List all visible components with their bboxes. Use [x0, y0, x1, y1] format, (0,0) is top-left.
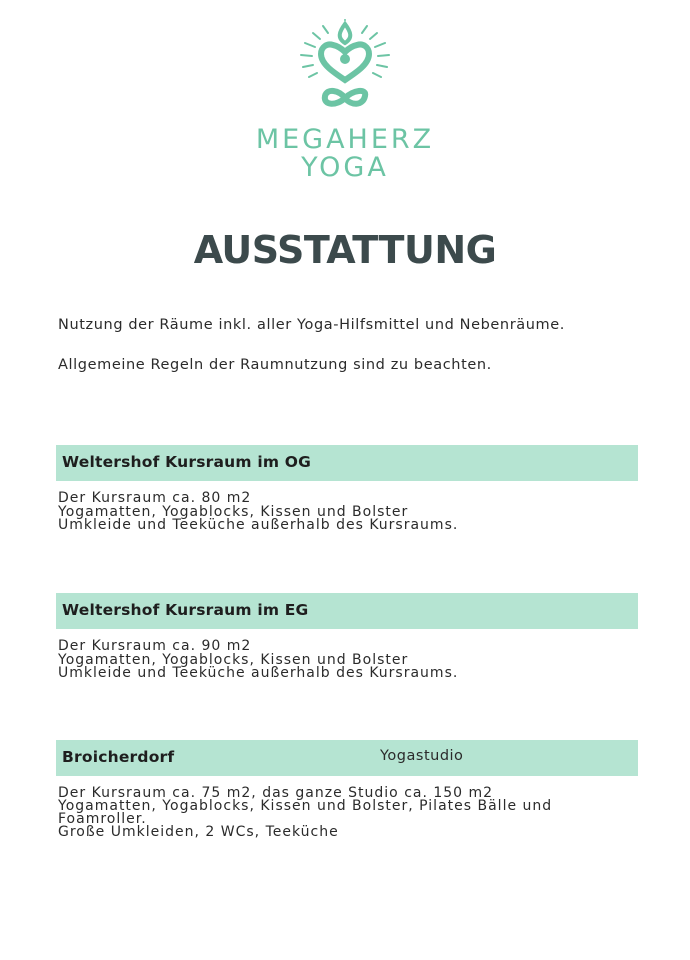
- detail-line: Foamroller.: [58, 811, 147, 827]
- section-details-eg: [58, 640, 458, 681]
- section-title: Broicherdorf: [62, 748, 175, 766]
- section-subtitle: Yogastudio: [380, 748, 464, 764]
- section-details-broicherdorf: [58, 787, 552, 839]
- intro-line-1: Nutzung der Räume inkl. aller Yoga-Hilfsmittel und Nebenräume.: [58, 317, 565, 333]
- detail-line: Yogamatten, Yogablocks, Kissen und Bolster, Pilates Bälle und: [58, 798, 553, 814]
- brand-logo: [0, 18, 690, 182]
- section-header-eg: [56, 593, 638, 629]
- section-title: Weltershof Kursraum im EG: [62, 601, 309, 619]
- detail-line: Yogamatten, Yogablocks, Kissen und Bolster: [58, 651, 409, 668]
- section-title: Weltershof Kursraum im OG: [62, 453, 312, 471]
- lotus-heart-icon: [295, 18, 395, 118]
- detail-line: Der Kursraum ca. 80 m2: [58, 490, 252, 506]
- detail-line: Der Kursraum ca. 75 m2, das ganze Studio ca. 150 m2: [58, 785, 494, 801]
- detail-line: Der Kursraum ca. 90 m2: [58, 638, 252, 654]
- brand-name-line2: YOGA: [301, 152, 389, 183]
- section-header-broicherdorf: [56, 740, 638, 776]
- intro-line-2: Allgemeine Regeln der Raumnutzung sind zu beachten.: [58, 357, 492, 373]
- section-header-og: [56, 445, 638, 481]
- brand-name-line1: MEGAHERZ: [255, 124, 435, 155]
- detail-line: Yogamatten, Yogablocks, Kissen und Bolster: [58, 503, 409, 520]
- detail-line: Große Umkleiden, 2 WCs, Teeküche: [58, 824, 339, 840]
- detail-line: Umkleide und Teeküche außerhalb des Kursraums.: [58, 517, 459, 533]
- section-details-og: [58, 492, 458, 533]
- detail-line: Umkleide und Teeküche außerhalb des Kursraums.: [58, 665, 459, 681]
- page-title: AUSSTATTUNG: [193, 228, 497, 272]
